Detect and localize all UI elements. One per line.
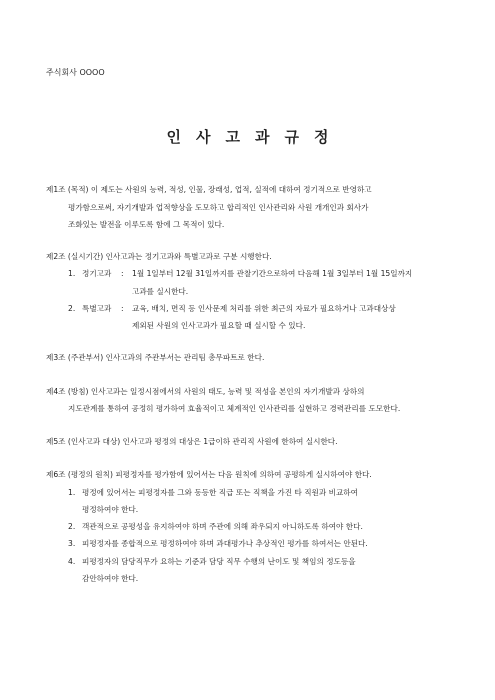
- article-6-item-4-num: 4.: [68, 557, 76, 566]
- article-2-item-1-colon: :: [121, 269, 124, 278]
- article-6-item-1-line-2: 평정하여야 한다.: [82, 505, 139, 514]
- article-6-item-4-line-1: 피평정자의 담당직무가 요하는 기준과 담당 직무 수행의 난이도 및 책임의 정도등을: [82, 557, 356, 566]
- article-6-item-1-num: 1.: [68, 488, 76, 497]
- article-2-item-1-line-2: 고과를 실시한다.: [132, 287, 189, 296]
- article-6-item-3-line-1: 피평정자를 종합적으로 평정하여야 하며 과대평가나 추상적인 평가를 하여서는 안된다.: [82, 539, 368, 548]
- article-2-item-2-num: 2.: [68, 304, 76, 313]
- article-6-line-1: 제6조 (평정의 원칙) 피평정자를 평가함에 있어서는 다음 원칙에 의하여 공평하게 실시하여야 한다.: [46, 470, 372, 479]
- article-2-item-2-line-1: 교육, 배치, 면직 등 인사문제 처리를 위한 최근의 자료가 필요하거나 고과대상상: [132, 304, 396, 313]
- article-1-line-1: 제1조 (목적) 이 제도는 사원의 능력, 적성, 인물, 장래성, 업적, 실적에 대하여 정기적으로 반영하고: [46, 185, 372, 194]
- article-3-line-1: 제3조 (주관부서) 인사고과의 주관부서는 관리팀 총무파트로 한다.: [46, 353, 265, 362]
- article-4-line-2: 지도관계를 통하여 공정히 평가하여 효율적이고 체계적인 인사관리를 실현하고 경력관리를 도모한다.: [68, 404, 401, 413]
- article-2-item-2-label: 특별고과: [82, 304, 112, 313]
- article-6-item-2-num: 2.: [68, 522, 76, 531]
- article-1-line-3: 조화있는 발전을 이루도록 함에 그 목적이 있다.: [68, 220, 225, 229]
- article-2-item-2-line-2: 제외된 사원의 인사고과가 필요할 때 실시할 수 있다.: [132, 321, 306, 330]
- document-title: 인사고과규정: [166, 128, 344, 146]
- article-1-line-2: 평가함으로써, 자기개발과 업적향상을 도모하고 합리적인 인사관리와 사원 개개인과 회사가: [68, 203, 369, 212]
- article-2-item-1-line-1: 1월 1일부터 12월 31일까지를 관찰기간으로하여 다음해 1월 3일부터 1월 15일까지: [132, 269, 413, 278]
- article-5-line-1: 제5조 (인사고과 대상) 인사고과 평정의 대상은 1급이하 관리직 사원에 한하여 실시한다.: [46, 437, 338, 446]
- article-6-item-2-line-1: 객관적으로 공평성을 유지하여야 하며 주관에 의해 좌우되지 아니하도록 하여야 한다.: [82, 522, 363, 531]
- article-2-item-2-colon: :: [121, 304, 124, 313]
- article-2-item-1-label: 정기고과: [82, 269, 112, 278]
- article-2-item-1-num: 1.: [68, 269, 76, 278]
- article-6-item-3-num: 3.: [68, 539, 76, 548]
- company-name: 주식회사 OOOO: [46, 68, 105, 77]
- article-2-line-1: 제2조 (실시기간) 인사고과는 정기고과와 특별고과로 구분 시행한다.: [46, 252, 272, 261]
- article-4-line-1: 제4조 (방침) 인사고과는 일정시점에서의 사원의 태도, 능력 및 적성을 본인의 자기개발과 상하의: [46, 387, 365, 396]
- article-6-item-1-line-1: 평정에 있어서는 피평정자를 그와 동등한 직급 또는 직책을 가진 타 직원과 비교하여: [82, 488, 358, 497]
- article-6-item-4-line-2: 감안하여야 한다.: [82, 574, 139, 583]
